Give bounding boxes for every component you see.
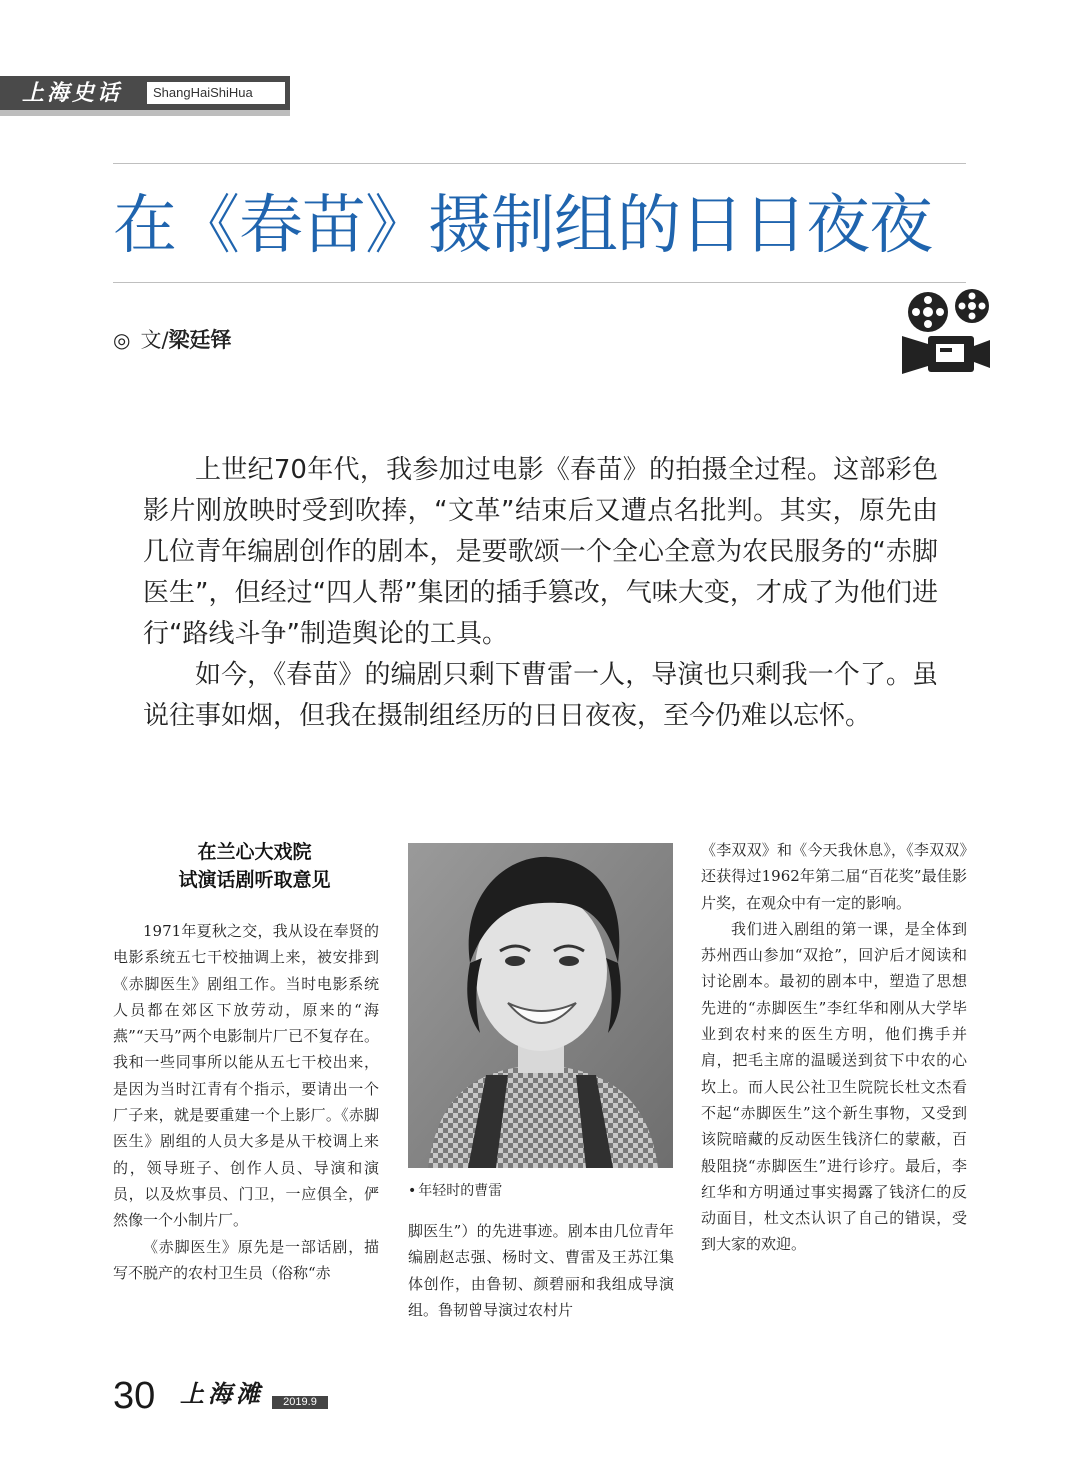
byline-symbol: ◎	[113, 328, 131, 352]
title-rule	[113, 282, 966, 283]
author-name: 梁廷铎	[168, 328, 232, 352]
body-column-1	[113, 918, 379, 1286]
caption-text: 年轻时的曹雷	[418, 1183, 503, 1199]
body-paragraph: 1971年夏秋之交，我从设在奉贤的电影系统五七干校抽调上来，被安排到《赤脚医生》剧组工作。当时电影系统人员都在郊区下放劳动，原来的“海燕”“天马”两个电影制片厂已不复存在。我和一些同事所以能从五七干校出来，是因为当时江青有个指示，要请出一个厂子来，就是要重建一个上影厂。《赤脚医生》剧组的人员大多是从干校调上来的，领导班子、创作人员、导演和演员，以及炊事员、门卫，一应俱全，俨然像一个小制片厂。	[113, 922, 379, 1230]
body-column-2	[408, 1218, 674, 1323]
section-name: 上海史话	[22, 80, 123, 106]
section-tag	[0, 76, 290, 110]
body-column-3	[701, 837, 967, 1258]
photo-caption	[408, 1180, 502, 1202]
film-camera-icon	[898, 286, 994, 380]
issue-label: 2019.9	[272, 1396, 328, 1409]
portrait-photo	[408, 843, 673, 1168]
top-rule	[113, 163, 966, 164]
body-paragraph: 《李双双》和《今天我休息》，《李双双》还获得过1962年第二届“百花奖”最佳影片奖，在观众中有一定的影响。	[701, 841, 967, 912]
body-paragraph: 《赤脚医生》原先是一部话剧，描写不脱产的农村卫生员（俗称“赤	[113, 1237, 379, 1282]
byline	[113, 324, 232, 356]
section-name-pinyin: ShangHaiShiHua	[147, 82, 285, 104]
body-paragraph: 我们进入剧组的第一课，是全体到苏州西山参加“双抢”，回沪后才阅读和讨论剧本。最初的剧本中，塑造了思想先进的“赤脚医生”李红华和刚从大学毕业到农村来的医生方明，他们携手并肩，把毛主席的温暖送到贫下中农的心坎上。而人民公社卫生院院长杜文杰看不起“赤脚医生”这个新生事物，又受到该院暗藏的反动医生钱济仁的蒙蔽，百般阻挠“赤脚医生”进行诊疗。最后，李红华和方明通过事实揭露了钱济仁的反动面目，杜文杰认识了自己的错误，受到大家的欢迎。	[701, 919, 967, 1254]
byline-prefix: 文/	[140, 328, 169, 352]
magazine-name: 上海滩	[180, 1379, 264, 1408]
caption-bullet: •	[408, 1183, 417, 1199]
subheading-line: 试演话剧听取意见	[178, 869, 331, 891]
article-lead	[143, 450, 938, 737]
magazine-logo	[180, 1380, 330, 1410]
section-tag-underline	[0, 110, 290, 116]
subheading	[113, 838, 396, 894]
article-title: 在《春苗》摄制组的日日夜夜	[113, 189, 932, 263]
body-paragraph: 脚医生”）的先进事迹。剧本由几位青年编剧赵志强、杨时文、曹雷及王苏江集体创作，由鲁韧、颜碧丽和我组成导演组。鲁韧曾导演过农村片	[408, 1222, 674, 1319]
subheading-line: 在兰心大戏院	[197, 841, 312, 863]
lead-paragraph: 上世纪70年代，我参加过电影《春苗》的拍摄全过程。这部彩色影片刚放映时受到吹捧，“文革”结束后又遭点名批判。其实，原先由几位青年编剧创作的剧本，是要歌颂一个全心全意为农民服务的“赤脚医生”，但经过“四人帮”集团的插手篡改，气味大变，才成了为他们进行“路线斗争”制造舆论的工具。	[143, 455, 938, 649]
lead-paragraph: 如今，《春苗》的编剧只剩下曹雷一人，导演也只剩我一个了。虽说往事如烟，但我在摄制组经历的日日夜夜，至今仍难以忘怀。	[143, 660, 938, 731]
page-number: 30	[113, 1375, 156, 1417]
